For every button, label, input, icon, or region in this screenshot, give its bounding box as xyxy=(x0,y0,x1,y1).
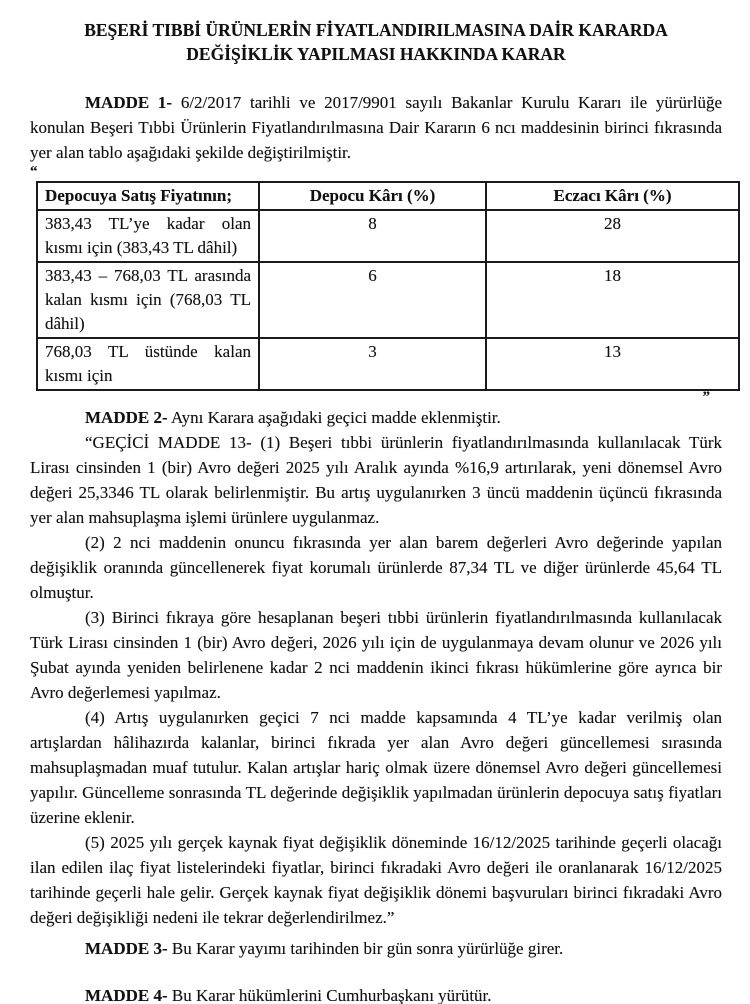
madde-2-label: MADDE 2- xyxy=(85,408,168,427)
document-title-line-1: BEŞERİ TIBBİ ÜRÜNLERİN FİYATLANDIRILMASINA DAİR KARARDA xyxy=(84,20,668,40)
pricing-table-header-row xyxy=(37,182,739,210)
depocu-kari-value: 8 xyxy=(259,210,486,262)
madde-4-label: MADDE 4- xyxy=(85,986,168,1004)
madde-1-label: MADDE 1- xyxy=(85,93,173,112)
table-row xyxy=(37,262,739,338)
madde-3-text: Bu Karar yayımı tarihinden bir gün sonra yürürlüğe girer. xyxy=(167,939,564,958)
document-title-line-2: DEĞİŞİKLİK YAPILMASI HAKKINDA KARAR xyxy=(186,44,566,64)
madde-1-text: 6/2/2017 tarihli ve 2017/9901 sayılı Bakanlar Kurulu Kararı ile yürürlüğe konulan Beşeri Tıbbi Ürünlerin Fiyatlandırılmasına Dair Kararın 6 ncı maddesinin birinci fıkrasında yer alan tablo aşağıdaki şekilde değiştirilmiştir. xyxy=(30,93,722,162)
table-closing-quote: ” xyxy=(702,389,710,405)
gecici-madde-13-fikra-3: (3) Birinci fıkraya göre hesaplanan beşeri tıbbi ürünlerin fiyatlandırılmasında kullanılacak Türk Lirası cinsinden 1 (bir) Avro değeri, 2026 yılı için de uygulanmaya devam olunur ve 2026 yılı Şubat ayında yeniden belirlenene kadar 2 nci maddenin ikinci fıkrası hükümlerine göre ayrıca bir Avro değerlemesi yapılmaz. xyxy=(30,608,722,702)
price-band-cell: 383,43 TL’ye kadar olan kısmı için (383,43 TL dâhil) xyxy=(37,210,259,262)
gecici-madde-13-fikra-1: “GEÇİCİ MADDE 13- (1) Beşeri tıbbi ürünlerin fiyatlandırılmasında kullanılacak Türk Lirası cinsinden 1 (bir) Avro değeri 2025 yılı Aralık ayında %16,9 artırılarak, yeni dönemsel Avro değeri 25,3346 TL olarak belirlenmiştir. Bu artış uygulanırken 3 üncü maddenin üçüncü fıkrasında yer alan mahsuplaşma işlemi ürünlere uygulanmaz. xyxy=(30,433,722,527)
madde-3-label: MADDE 3- xyxy=(85,939,168,958)
eczaci-kari-value: 28 xyxy=(486,210,739,262)
column-header-depocu-kari: Depocu Kârı (%) xyxy=(259,182,486,210)
column-header-eczaci-kari: Eczacı Kârı (%) xyxy=(486,182,739,210)
madde-2-paragraph xyxy=(30,405,722,430)
price-band-cell: 383,43 – 768,03 TL arasında kalan kısmı için (768,03 TL dâhil) xyxy=(37,262,259,338)
table-row xyxy=(37,210,739,262)
depocu-kari-value: 3 xyxy=(259,338,486,390)
gecici-madde-13-fikra-2: (2) 2 nci maddenin onuncu fıkrasında yer alan barem değerleri Avro değerinde yapılan değişiklik oranında güncellenerek fiyat korumalı ürünlerde 87,34 TL ve diğer ürünlerde 45,64 TL olmuştur. xyxy=(30,533,722,602)
eczaci-kari-value: 18 xyxy=(486,262,739,338)
eczaci-kari-value: 13 xyxy=(486,338,739,390)
madde-3-paragraph xyxy=(30,936,722,961)
pricing-table xyxy=(36,181,740,391)
madde-2-text: Aynı Karara aşağıdaki geçici madde eklenmiştir. xyxy=(167,408,501,427)
madde-4-paragraph xyxy=(30,983,722,1004)
madde-1-paragraph xyxy=(30,90,722,165)
madde-4-text: Bu Karar hükümlerini Cumhurbaşkanı yürütür. xyxy=(167,986,492,1004)
gecici-madde-13-fikra-4: (4) Artış uygulanırken geçici 7 nci madde kapsamında 4 TL’ye kadar verilmiş olan artışlardan hâlihazırda kalanlar, birinci fıkrada yer alan Avro değeri güncellemesi sırasında mahsuplaşmadan muaf tutulur. Kalan artışlar hariç olmak üzere dönemsel Avro değeri güncellemesi yapılır. Güncelleme sonrasında TL değerinde değişiklik yapılmadan ürünlerin depocuya satış fiyatları üzerine eklenir. xyxy=(30,708,722,827)
table-opening-quote: “ xyxy=(30,164,38,180)
document-title xyxy=(40,18,712,66)
depocu-kari-value: 6 xyxy=(259,262,486,338)
table-row xyxy=(37,338,739,390)
gecici-madde-13-fikra-5: (5) 2025 yılı gerçek kaynak fiyat değişiklik döneminde 16/12/2025 tarihinde geçerli olacağı ilan edilen ilaç fiyat listelerindeki fiyatlar, birinci fıkradaki Avro değeri ile oranlanarak 16/12/2025 tarihinde geçerli hale gelir. Gerçek kaynak fiyat değişiklik dönemi başvuruları birinci fıkradaki Avro değeri değişikliği nedeni ile tekrar değerlendirilmez.” xyxy=(30,833,722,927)
price-band-cell: 768,03 TL üstünde kalan kısmı için xyxy=(37,338,259,390)
column-header-depocuya-satis-fiyati: Depocuya Satış Fiyatının; xyxy=(37,182,259,210)
